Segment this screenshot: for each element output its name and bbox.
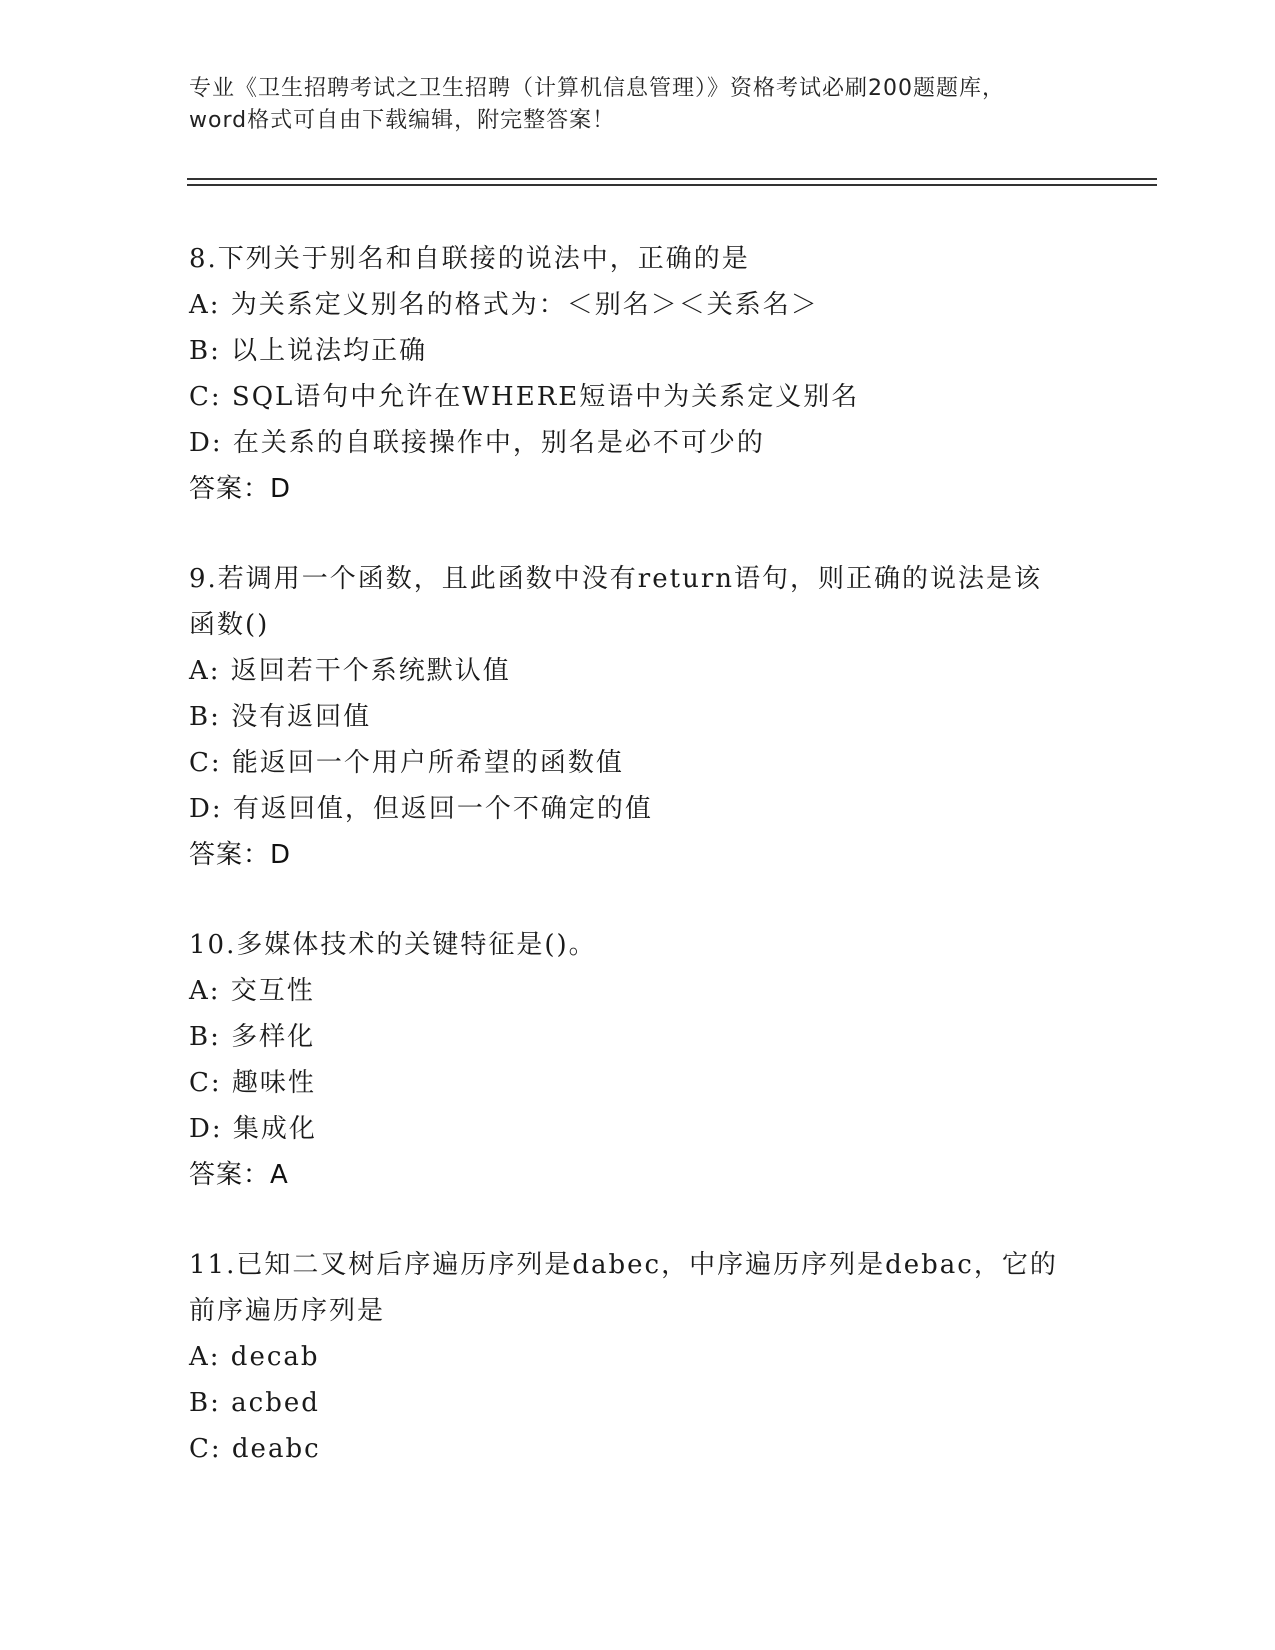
option-d: D: 在关系的自联接操作中，别名是必不可少的 <box>189 428 765 458</box>
answer-line: 答案：D <box>189 840 292 870</box>
header-line-2: word格式可自由下载编辑，附完整答案！ <box>189 108 616 133</box>
question-text: 9.若调用一个函数，且此函数中没有return语句，则正确的说法是该 函数() <box>189 564 1042 640</box>
header-line-1: 专业《卫生招聘考试之卫生招聘（计算机信息管理）》资格考试必刷200题题库， <box>189 76 1005 101</box>
question-11 <box>189 1242 1109 1472</box>
option-c: C: deabc <box>189 1434 321 1464</box>
option-a: A: 返回若干个系统默认值 <box>189 656 511 686</box>
question-text: 11.已知二叉树后序遍历序列是dabec，中序遍历序列是debac，它的 前序遍历序列是 <box>189 1250 1058 1326</box>
answer-line: 答案：D <box>189 474 292 504</box>
question-text: 8.下列关于别名和自联接的说法中，正确的是 <box>189 244 750 274</box>
option-d: D: 有返回值，但返回一个不确定的值 <box>189 794 653 824</box>
option-b: B: acbed <box>189 1388 320 1418</box>
question-text: 10.多媒体技术的关键特征是()。 <box>189 930 597 960</box>
answer-line: 答案：A <box>189 1160 289 1190</box>
option-a: A: decab <box>189 1342 320 1372</box>
option-a: A: 交互性 <box>189 976 315 1006</box>
option-a: A: 为关系定义别名的格式为：＜别名＞＜关系名＞ <box>189 290 819 320</box>
header-divider-bottom <box>187 184 1157 186</box>
question-8 <box>189 236 1109 512</box>
question-list <box>189 236 1109 1516</box>
option-c: C: SQL语句中允许在WHERE短语中为关系定义别名 <box>189 382 860 412</box>
option-d: D: 集成化 <box>189 1114 317 1144</box>
question-10 <box>189 922 1109 1198</box>
option-c: C: 趣味性 <box>189 1068 316 1098</box>
document-header <box>189 73 1089 137</box>
question-9 <box>189 556 1109 878</box>
option-c: C: 能返回一个用户所希望的函数值 <box>189 748 624 778</box>
option-b: B: 没有返回值 <box>189 702 372 732</box>
option-b: B: 以上说法均正确 <box>189 336 428 366</box>
option-b: B: 多样化 <box>189 1022 316 1052</box>
header-divider-top <box>187 178 1157 180</box>
